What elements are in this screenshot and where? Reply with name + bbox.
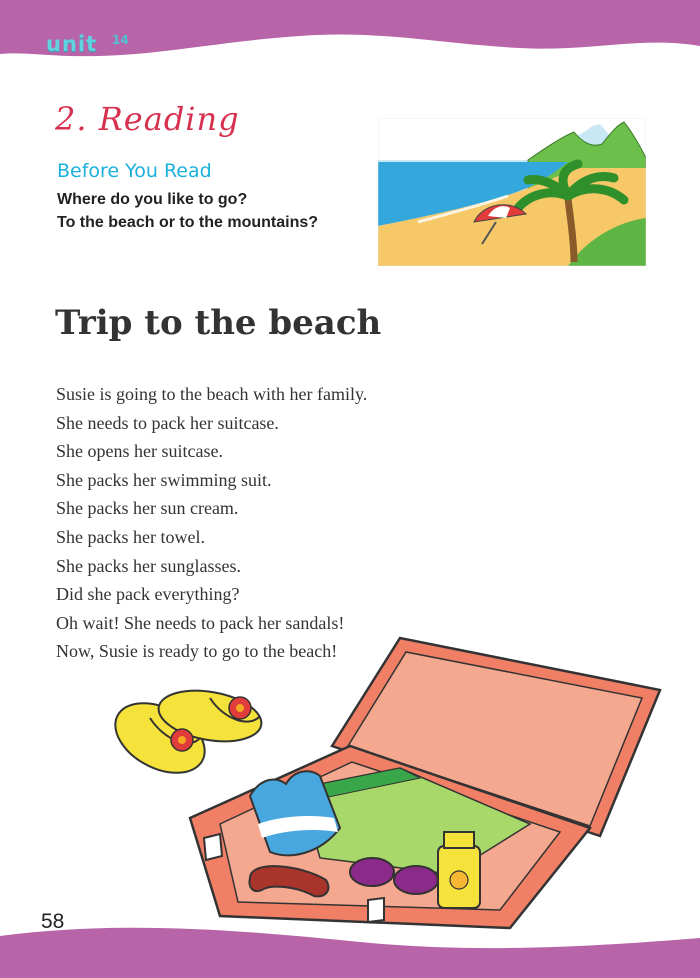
- page-number: 58: [41, 910, 65, 933]
- story-line: Susie is going to the beach with her family.: [56, 384, 368, 404]
- story-line: She packs her towel.: [56, 526, 205, 547]
- pre-reading-question-1: Where do you like to go?: [57, 191, 248, 208]
- bottom-band: [0, 900, 700, 978]
- story-title: Trip to the beach: [55, 303, 382, 343]
- story-line: She opens her suitcase.: [56, 441, 223, 462]
- story-line: She packs her sunglasses.: [56, 555, 241, 576]
- section-title: 2. Reading: [55, 100, 240, 138]
- story-line: She packs her swimming suit.: [56, 469, 272, 490]
- top-band: [0, 0, 700, 70]
- story-text: [56, 380, 367, 666]
- before-you-read-heading: Before You Read: [57, 160, 212, 182]
- pre-reading-question-2: To the beach or to the mountains?: [57, 214, 319, 231]
- unit-number: 14: [112, 33, 129, 47]
- story-line: Oh wait! She needs to pack her sandals!: [56, 612, 345, 633]
- story-line: Now, Susie is ready to go to the beach!: [56, 641, 338, 662]
- story-line: She needs to pack her suitcase.: [56, 412, 279, 433]
- story-line: She packs her sun cream.: [56, 498, 239, 519]
- sun-cream-icon: [438, 832, 480, 908]
- unit-label: unit: [46, 32, 98, 56]
- beach-illustration: [378, 118, 646, 266]
- story-line: Did she pack everything?: [56, 584, 240, 605]
- sandals-icon: [104, 683, 266, 787]
